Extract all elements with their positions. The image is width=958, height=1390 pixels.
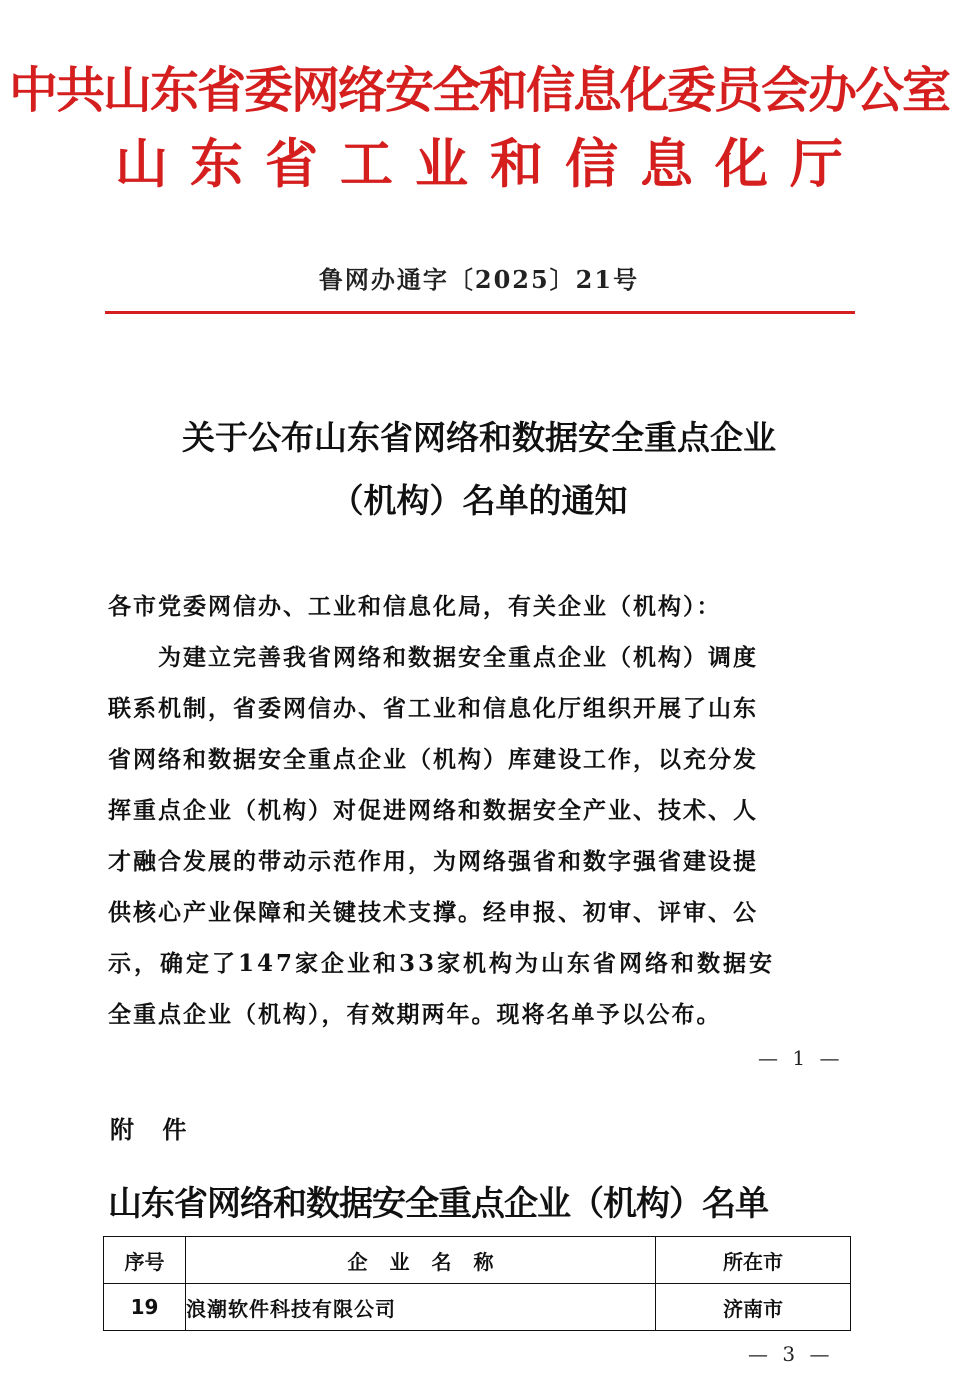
cell-serial: 19 — [104, 1284, 186, 1331]
red-divider-line — [105, 311, 855, 314]
issuer-name-2: 山东省工业和信息化厅 — [115, 133, 865, 195]
body-line: 为建立完善我省网络和数据安全重点企业（机构）调度 — [108, 644, 758, 671]
document-number: 鲁网办通字〔2025〕21号 — [318, 265, 640, 294]
notice-title-line-2: （机构）名单的通知 — [330, 481, 628, 520]
table-header-row — [104, 1237, 851, 1284]
cell-city: 济南市 — [656, 1284, 851, 1331]
issuer-name-1: 中共山东省委网络安全和信息化委员会办公室 — [8, 61, 949, 119]
body-line: 挥重点企业（机构）对促进网络和数据安全产业、技术、人 — [108, 797, 758, 824]
attachment-label: 附 件 — [110, 1116, 197, 1144]
header-enterprise-name: 企业名称 — [186, 1237, 656, 1284]
body-line: 示，确定了147家企业和33家机构为山东省网络和数据安 — [108, 950, 776, 977]
body-line: 才融合发展的带动示范作用，为网络强省和数字强省建设提 — [108, 848, 758, 875]
page-number: — 3 — — [748, 1342, 834, 1366]
notice-title-line-1: 关于公布山东省网络和数据安全重点企业 — [182, 418, 776, 457]
body-line: 联系机制，省委网信办、省工业和信息化厅组织开展了山东 — [108, 695, 758, 722]
header-city: 所在市 — [656, 1237, 851, 1284]
header-serial: 序号 — [104, 1237, 186, 1284]
page-number: — 1 — — [758, 1046, 844, 1070]
body-line: 省网络和数据安全重点企业（机构）库建设工作，以充分发 — [108, 746, 758, 773]
cell-enterprise-name: 浪潮软件科技有限公司 — [186, 1284, 656, 1331]
enterprise-list-table — [103, 1236, 851, 1331]
list-title: 山东省网络和数据安全重点企业（机构）名单 — [108, 1184, 768, 1224]
body-line: 供核心产业保障和关键技术支撑。经申报、初审、评审、公 — [108, 899, 758, 926]
table-row — [104, 1284, 851, 1331]
salutation: 各市党委网信办、工业和信息化局，有关企业（机构）： — [108, 593, 722, 620]
body-line: 全重点企业（机构），有效期两年。现将名单予以公布。 — [108, 1001, 722, 1028]
